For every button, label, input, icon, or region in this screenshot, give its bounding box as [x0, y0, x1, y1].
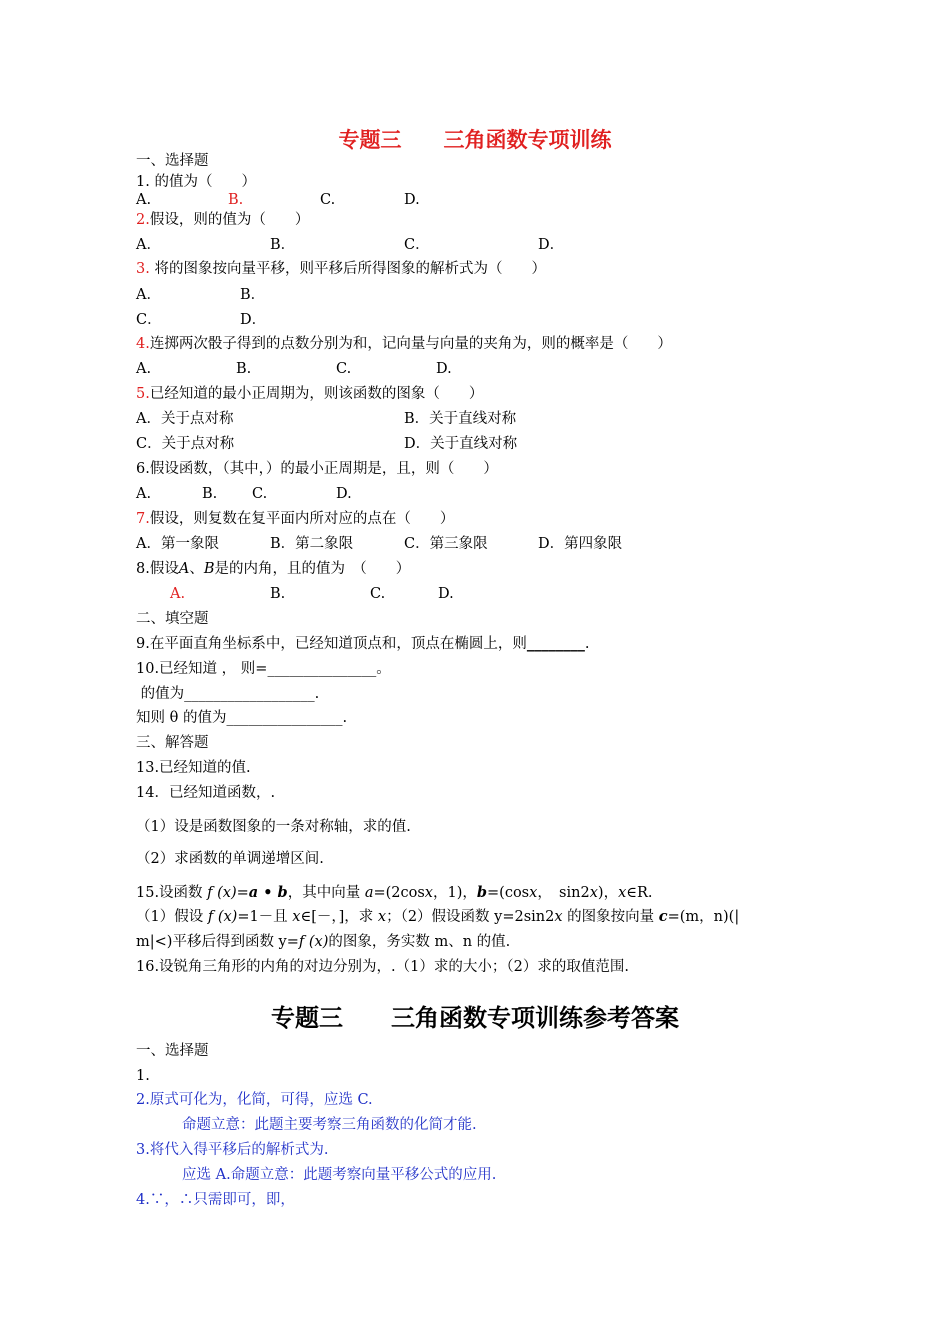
option-d: D．	[538, 237, 565, 253]
text: 15.设函数	[136, 885, 208, 901]
option-c: C．第三象限	[404, 536, 488, 552]
var-x: x	[424, 885, 433, 901]
option-d: D.	[404, 192, 420, 208]
question-15-line-2	[136, 907, 739, 927]
vector-c: c	[658, 908, 668, 925]
answer-section-choice: 一、选择题	[136, 1043, 209, 1059]
question-text: 假设，则的值为（ ）	[149, 212, 310, 228]
option-d: D.	[438, 586, 454, 602]
option-d: D．第四象限	[538, 536, 623, 552]
question-6-options	[136, 484, 352, 504]
text: （1）假设	[136, 909, 208, 925]
answer-1: 1.	[136, 1068, 150, 1084]
option-c: C．	[136, 312, 162, 328]
text: =(2cos	[373, 885, 425, 901]
option-d: D．关于直线对称	[404, 436, 518, 452]
option-b: B.	[270, 586, 286, 602]
option-a: A．	[136, 237, 161, 253]
answer-blank: ________________	[226, 710, 343, 726]
question-6: 6.假设函数，（其中，）的最小正周期是，且，则（ ）	[136, 461, 498, 477]
question-11	[136, 684, 319, 704]
question-5	[136, 384, 483, 404]
var-x: x	[529, 885, 538, 901]
end-mark: .	[342, 710, 348, 726]
page-title: 专题三 三角函数专项训练	[338, 128, 612, 152]
question-14-part-1: （1）设是函数图象的一条对称轴，求的值.	[136, 819, 411, 835]
option-c: C.	[370, 586, 386, 602]
dot-product: a • b	[248, 884, 288, 901]
var-a: A	[178, 561, 190, 577]
option-c: C.	[252, 486, 268, 502]
option-b: B．	[270, 237, 296, 253]
option-a: A．第一象限	[136, 536, 219, 552]
question-10	[136, 659, 391, 679]
var-b: B	[203, 561, 215, 577]
answer-blank: _______________	[267, 661, 377, 677]
question-text: 连掷两次骰子得到的点数分别为和，记向量与向量的夹角为，则的概率是（ ）	[149, 336, 672, 352]
answer-4: 4.∵，∴只需即可，即，	[136, 1192, 295, 1208]
question-12	[136, 708, 347, 728]
question-3-options-cd	[136, 310, 266, 330]
text: ∈R.	[626, 885, 653, 901]
text: 的图象按向量	[562, 909, 659, 925]
text: m|<)平移后得到函数 y=	[136, 934, 299, 950]
option-c: C.	[320, 192, 336, 208]
text: ；（2）假设函数 y=2sin2	[386, 909, 555, 925]
question-number: 7.	[136, 511, 150, 527]
question-3	[136, 259, 546, 279]
option-d: D.	[336, 486, 352, 502]
question-2	[136, 210, 309, 230]
text: ∈[－，]，求	[300, 909, 378, 925]
section-fill: 二、填空题	[136, 611, 209, 627]
answer-3-note: 应选 A.命题立意：此题考察向量平移公式的应用.	[182, 1167, 497, 1183]
question-7	[136, 509, 454, 529]
end-mark: 。	[376, 661, 391, 677]
question-7-options	[136, 534, 622, 554]
question-1-options	[136, 190, 420, 210]
question-text: 假设，则复数在复平面内所对应的点在（ ）	[149, 511, 455, 527]
func: f (x)	[207, 885, 237, 901]
answer-blank: ________	[526, 635, 585, 652]
section-choice: 一、选择题	[136, 153, 209, 169]
text: ， sin2	[537, 885, 590, 901]
text: 的图象，务实数 m、n 的值.	[328, 934, 511, 950]
option-b: B．关于直线对称	[404, 411, 517, 427]
question-text-post: 是的内角，且的值为 （ ）	[214, 561, 411, 577]
question-4-options	[136, 359, 452, 379]
question-text-pre: 8.假设	[136, 561, 179, 577]
question-16: 16.设锐角三角形的内角的对边分别为，.（1）求的大小；（2）求的取值范围.	[136, 959, 629, 975]
question-15	[136, 883, 653, 903]
option-a: A.	[170, 586, 186, 602]
question-number: 2.	[136, 212, 150, 228]
option-b: B.	[228, 192, 244, 208]
question-number: 3.	[136, 261, 150, 277]
var-x: x	[377, 909, 387, 925]
option-a: A．	[136, 287, 161, 303]
func: f (x)	[207, 909, 238, 925]
question-text: 10.已经知道 ， 则=	[136, 661, 268, 677]
option-d: D.	[436, 361, 452, 377]
question-number: 5.	[136, 386, 150, 402]
vector-a: a	[364, 885, 374, 901]
vector-b: b	[476, 884, 488, 901]
question-9	[136, 634, 589, 654]
question-5-options-cd	[136, 434, 517, 454]
option-d: D．	[240, 312, 267, 328]
text: )，	[597, 885, 619, 901]
question-3-options-ab	[136, 285, 265, 305]
option-a: A．关于点对称	[136, 411, 234, 427]
option-a: A.	[136, 192, 152, 208]
end-mark: .	[584, 636, 590, 652]
question-4	[136, 334, 672, 354]
option-c: C.	[336, 361, 352, 377]
question-number: 4.	[136, 336, 150, 352]
answer-blank: __________________	[184, 686, 315, 702]
answer-2: 2.原式可化为，化简，可得，应选 C.	[136, 1092, 373, 1108]
question-15-line-3	[136, 932, 510, 952]
question-8	[136, 559, 410, 579]
separator: 、	[189, 561, 204, 577]
var-x: x	[618, 885, 627, 901]
option-a: A.	[136, 486, 152, 502]
question-text: 已经知道的最小正周期为，则该函数的图象（ ）	[149, 386, 484, 402]
text: ，1)，	[432, 885, 477, 901]
question-text: 将的图象按向量平移，则平移后所得图象的解析式为（ ）	[149, 261, 546, 277]
answer-3: 3.将代入得平移后的解析式为.	[136, 1142, 329, 1158]
text: =(m，n)(|	[667, 909, 740, 925]
option-b: B．第二象限	[270, 536, 354, 552]
question-13: 13.已经知道的值.	[136, 760, 251, 776]
option-a: A.	[136, 361, 152, 377]
option-b: B.	[202, 486, 218, 502]
answer-title: 专题三 三角函数专项训练参考答案	[271, 1004, 679, 1032]
question-text: 知则 θ 的值为	[136, 710, 227, 726]
var-x: x	[292, 909, 301, 925]
question-8-options	[170, 584, 454, 604]
question-2-options	[136, 235, 564, 255]
var-x: x	[554, 909, 563, 925]
question-1: 1. 的值为（ ）	[136, 174, 256, 190]
option-c: C．关于点对称	[136, 436, 235, 452]
end-mark: .	[314, 686, 320, 702]
question-14-part-2: （2）求函数的单调递增区间.	[136, 851, 324, 867]
text: =1－且	[237, 909, 293, 925]
option-c: C．	[404, 237, 430, 253]
section-solve: 三、解答题	[136, 735, 209, 751]
question-14: 14．已经知道函数，.	[136, 785, 276, 801]
option-b: B．	[240, 287, 266, 303]
text: ，其中向量	[287, 885, 365, 901]
var-x: x	[589, 885, 598, 901]
question-text: 的值为	[136, 686, 185, 702]
answer-2-note: 命题立意：此题主要考察三角函数的化简才能.	[182, 1117, 477, 1133]
text: =(cos	[487, 885, 530, 901]
question-text: 9.在平面直角坐标系中，已经知道顶点和，顶点在椭圆上，则	[136, 636, 527, 652]
text: =	[236, 885, 249, 901]
option-b: B.	[236, 361, 252, 377]
question-5-options-ab	[136, 409, 516, 429]
func: f (x)	[298, 934, 329, 950]
